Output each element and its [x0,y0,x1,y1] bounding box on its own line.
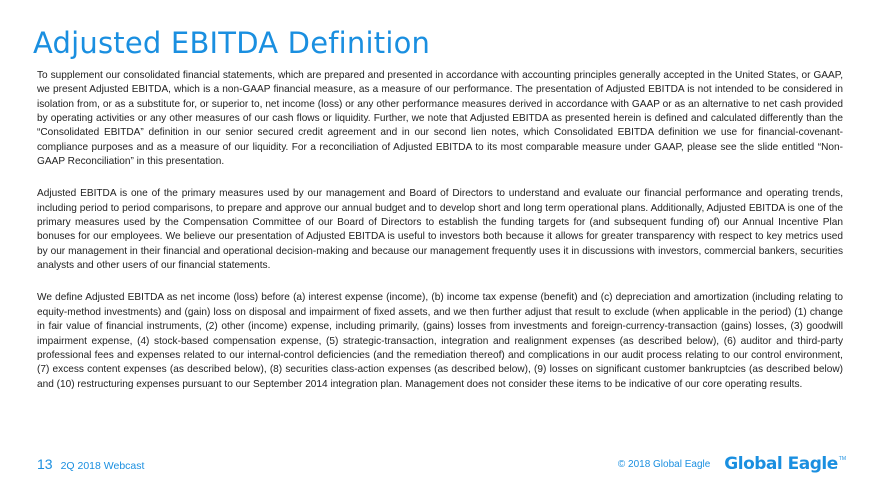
page-number: 13 [37,456,53,472]
definition-body [37,69,843,410]
footer-left [37,456,144,472]
copyright-text: © 2018 Global Eagle [617,458,711,470]
event-label: 2Q 2018 Webcast [60,460,145,472]
logo-wordmark: Global Eagle [724,454,838,474]
paragraph-gaap-supplement: To supplement our consolidated financial statements, which are prepared and presented in accordance with accounting principles generally accepted in the United States, or GAAP, we present Adjusted EBITDA, which is a non-GAAP financial measure, as a measure of our performance. The presentation of Adjusted EBITDA is not intended to be considered in isolation from, or as a substitute for, or superior to, net income (loss) or any other performance measures derived in accordance with GAAP or as an alternative to net cash provided by operating activities or any other measures of our cash flows or liquidity. Further, we note that Adjusted EBITDA as presented herein is defined and calculated differently than the “Consolidated EBITDA” definition in our senior secured credit agreement and in our second lien notes, which Consolidated EBITDA definition we use for financial-covenant-compliance purposes and as a measure of our liquidity. For a reconciliation of Adjusted EBITDA to its most comparable measure under GAAP, please see the slide entitled “Non-GAAP Reconciliation” in this presentation. [37,70,843,168]
paragraph-management-use: Adjusted EBITDA is one of the primary measures used by our management and Board of Directors to understand and evaluate our financial performance and operating trends, including period to period comparisons, to prepare and approve our annual budget and to develop short and long term operational plans. Additionally, Adjusted EBITDA is one of the primary measures used by the Compensation Committee of our Board of Directors to establish the funding targets for (and subsequent funding of) our Annual Incentive Plan bonuses for our employees. We believe our presentation of Adjusted EBITDA is useful to investors both because it allows for greater transparency with respect to key metrics used by our management in their financial and operational decision-making and because our management frequently uses it in discussions with investors, commercial bankers, securities analysts and other users of our financial statements. [37,188,843,272]
page-title: Adjusted EBITDA Definition [33,26,431,60]
footer-right [618,454,846,474]
global-eagle-logo [724,454,846,474]
paragraph-definition: We define Adjusted EBITDA as net income (loss) before (a) interest expense (income), (b) income tax expense (benefit) and (c) depreciation and amortization (including relating to equity-method investments) and (gain) loss on disposal and impairment of fixed assets, and we then further adjust that result to exclude (when applicable in the period) (1) change in fair value of financial instruments, (2) other (income) expense, including primarily, (gains) losses from investments and foreign-currency-transaction (gains) losses, (3) goodwill impairment expense, (4) stock-based compensation expense, (5) strategic-transaction, integration and realignment expenses (as described below), (6) auditor and third-party professional fees and expenses related to our internal-control deficiencies (and the remediation thereof) and complications in our audit process relating to our control environment, (7) excess content expenses (as described below), (8) securities class-action expenses (as described below), (9) losses on significant customer bankruptcies (as described below) and (10) restructuring expenses pursuant to our September 2014 integration plan. Management does not consider these items to be indicative of our core operating results. [37,292,843,390]
trademark-mark: TM [838,456,846,462]
